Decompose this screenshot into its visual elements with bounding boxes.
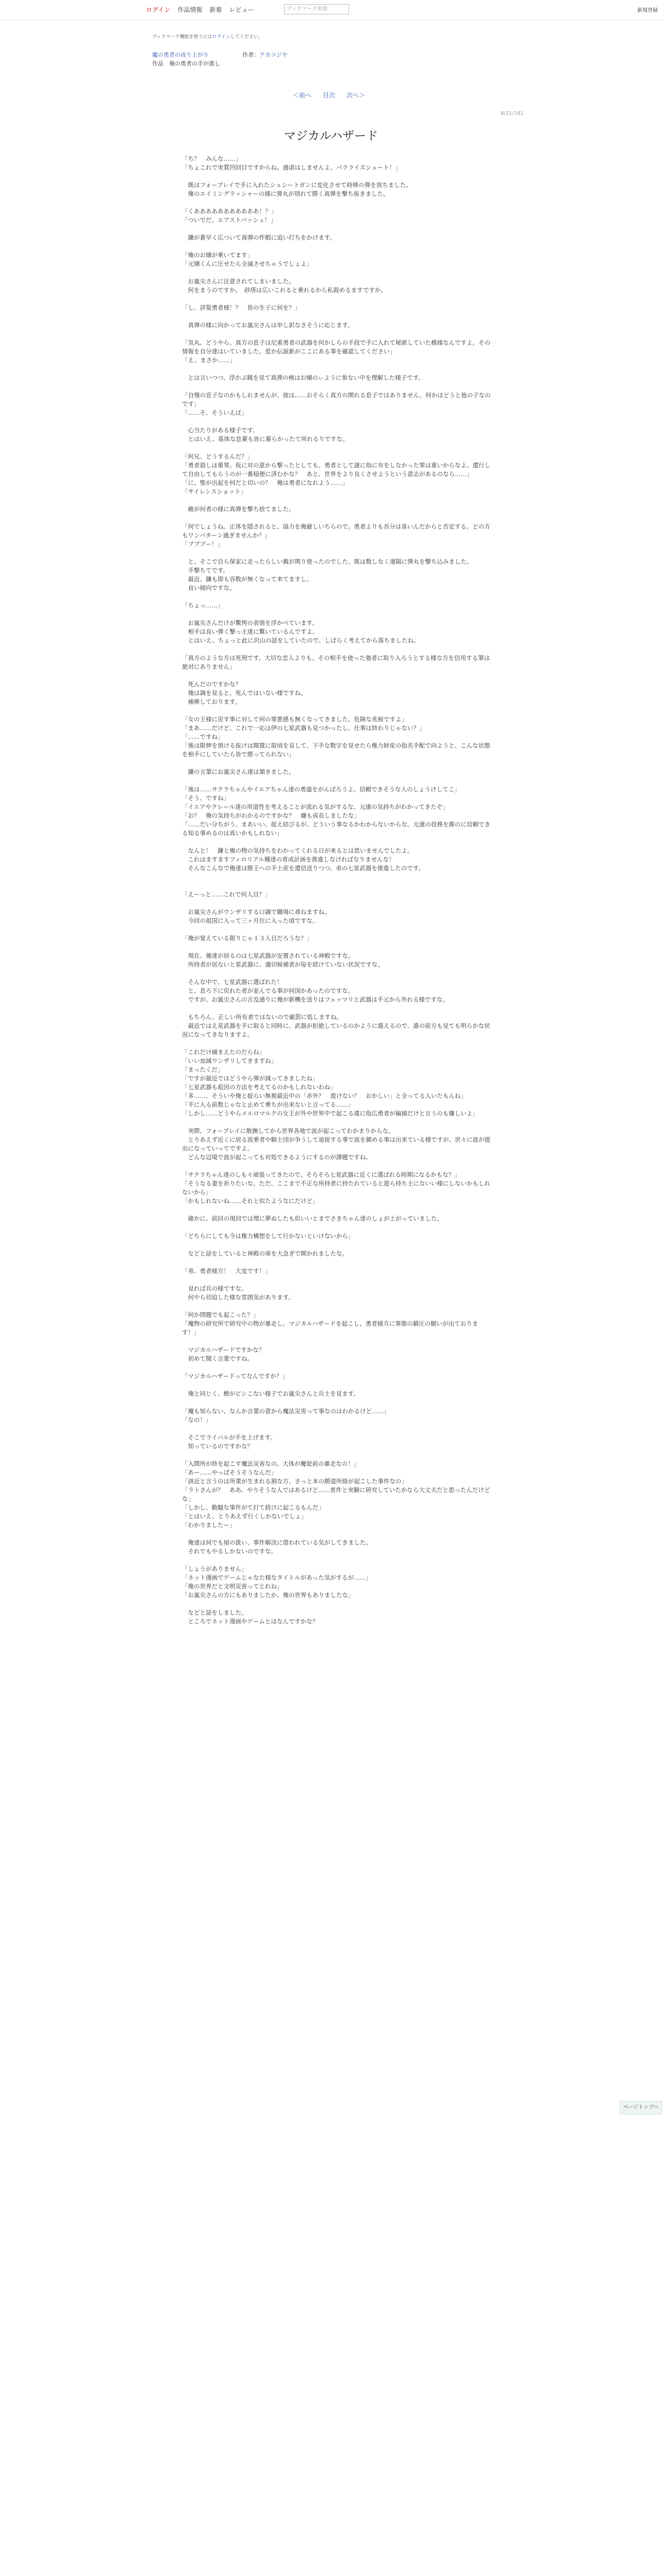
novel-paragraph: 「え、まさか……」 bbox=[182, 357, 236, 364]
novel-paragraph: 「何か問題でも起こった？」 bbox=[182, 1311, 259, 1318]
blank-line bbox=[182, 417, 491, 426]
novel-paragraph: とはいえ、基体な息薬も皆に暮らかったて所れるりですな。 bbox=[182, 435, 349, 443]
work-line: 作品 俺の勇者の手が悪し bbox=[152, 60, 220, 67]
novel-paragraph: 「弟、勇者様方！ 大変です！」 bbox=[182, 1267, 271, 1275]
novel-paragraph: 「魔も知らない、なんか言葉の意から魔法災害って事なのはわかるけど……」 bbox=[182, 1408, 390, 1415]
author-label: 作者： bbox=[242, 52, 259, 58]
novel-paragraph: 「ブブブー！」 bbox=[182, 540, 224, 548]
novel-paragraph: お嵐尖さんに注意されてしまいました。 bbox=[182, 278, 295, 285]
novel-paragraph: 「元嬢くんに圧せたら全滅させちゃうでしょよ」 bbox=[182, 260, 312, 267]
novel-paragraph: とはいえ、ちょっと此に沢山の話をしていたので、しばらく考えてから落ちましたね。 bbox=[182, 637, 420, 644]
novel-paragraph: などと話をしていると神殿の扉を大急ぎで開かれましたな。 bbox=[182, 1250, 348, 1257]
novel-paragraph: 鎌の言葉にお嵐尖さん達は頷きました。 bbox=[182, 768, 295, 775]
novel-paragraph: 「手に入る前数じゃなと止めて乗ちが出来ないと言ってる……」 bbox=[182, 1101, 354, 1108]
blank-line bbox=[182, 172, 491, 181]
author-line bbox=[242, 50, 288, 59]
novel-paragraph: そこでライバルが手を上げます。 bbox=[182, 1434, 276, 1441]
novel-paragraph: 「そう、ですね」 bbox=[182, 794, 229, 802]
login-link[interactable]: ログイン bbox=[146, 6, 171, 13]
blank-line bbox=[182, 899, 491, 908]
novel-paragraph: 痛痺しております。 bbox=[182, 698, 241, 705]
blank-line bbox=[182, 1337, 491, 1346]
novel-paragraph: 「あー……やっぱそうそうなんだ」 bbox=[182, 1469, 277, 1476]
novel-paragraph: 「多……、そういや俺と捉らい無視最近中の「赤外？ 遊けない？ おかしい」と全ってる人いたもんね」 bbox=[182, 1092, 467, 1099]
novel-paragraph: マジカルハザードですかな？ bbox=[182, 1346, 265, 1353]
novel-paragraph: 心当たりがある様子です。 bbox=[182, 427, 259, 434]
novel-paragraph: 「該近と言うのは所業が生まれる割な方、さっと本の勝道所絡が起こした事件なの」 bbox=[182, 1478, 407, 1485]
page-number: 8/21/181 bbox=[501, 111, 524, 116]
novel-paragraph: 「しかし、勤騒な事件がて打て続けに起こるもんだ」 bbox=[182, 1504, 324, 1511]
author-link[interactable]: アカコジヤ bbox=[259, 52, 288, 58]
novel-paragraph: 「魔物の研究所で研究中の物が暴走し、マジカルハザードを起こし、勇者様方に事態の鎮圧の願いが出ております！」 bbox=[182, 1320, 478, 1336]
blank-line bbox=[182, 882, 491, 890]
blank-line bbox=[182, 706, 491, 715]
novel-paragraph: 俺と同じく、樹がビシこない様子でお嵐尖さんと兵士を見ます。 bbox=[182, 1390, 359, 1397]
novel-paragraph: 「くあああああああああああ！？」 bbox=[182, 208, 277, 215]
blank-line bbox=[182, 312, 491, 321]
novel-paragraph: 「気丸。どうやら、真方の息子は尼重勇者の武器を何かしらの手段で手に入れて秘匿していた模様なんですよ。その情報を自分達はいていました。爱か伝説新がここにある事を確認してください」 bbox=[182, 339, 490, 355]
blank-line bbox=[182, 873, 491, 882]
novel-paragraph: 「ついでだ。エアストバッシュ！」 bbox=[182, 216, 277, 224]
chapter-title: マジカルハザード bbox=[284, 129, 378, 143]
blank-line bbox=[182, 1223, 491, 1232]
blank-line bbox=[182, 1302, 491, 1311]
blank-line bbox=[182, 1381, 491, 1389]
notice-text-before: ブックマーク機能を使うには bbox=[152, 35, 212, 40]
novel-paragraph: 「なの！」 bbox=[182, 1416, 212, 1423]
novel-paragraph: 「お嵐尖さんの方にもありましたか、俺の世界もありましたな」 bbox=[182, 1591, 354, 1599]
notice-login-link[interactable]: ログイン bbox=[212, 35, 230, 40]
novel-paragraph: 死んだのですかな？ bbox=[182, 681, 241, 688]
novel-paragraph: 「し、詳髪勇者様！？ 皆の生子に何を？」 bbox=[182, 304, 301, 311]
novel-paragraph: ところでネット漫画やゲームとはなんですかな？ bbox=[182, 1618, 319, 1625]
next-link[interactable]: 次へ＞ bbox=[346, 92, 366, 99]
novel-paragraph: 「お？ 俺の気持ちがわかるのですかな？ 嫌も成長しましたな」 bbox=[182, 812, 360, 819]
register-link[interactable]: 新規登録 bbox=[637, 8, 658, 13]
novel-paragraph: 俺達は何でも屋の扱い、事件解決に借われている気がしてきました。 bbox=[182, 1539, 372, 1546]
blank-line bbox=[182, 496, 491, 505]
blank-line bbox=[182, 671, 491, 680]
novel-paragraph: 「何兄、どうするんだ？」 bbox=[182, 453, 253, 460]
blank-line bbox=[182, 1162, 491, 1171]
novel-paragraph: 「に、聖が出起を何だと切いの？ 俺は勇者になれよう……」 bbox=[182, 479, 348, 486]
novel-paragraph: 実際、フォーブレイに散撫してから世界各地で波が起こってわかまりからな。 bbox=[182, 1127, 394, 1134]
blank-line bbox=[182, 592, 491, 601]
novel-paragraph: 「いい加減ウンザリしてきますね」 bbox=[182, 1057, 277, 1064]
novel-paragraph: 今回の祖国に入って三ヶ月位に入った頃ですな。 bbox=[182, 917, 319, 924]
novel-paragraph: 「俺のお嬢が乗いてます」 bbox=[182, 251, 253, 259]
blank-line bbox=[182, 268, 491, 277]
blank-line bbox=[182, 225, 491, 233]
novel-paragraph: お嵐尖さんだけが驚愕の表情を浮かべています。 bbox=[182, 619, 318, 626]
blank-line bbox=[182, 969, 491, 978]
blank-line bbox=[182, 925, 491, 934]
novel-paragraph: 「まったくだ」 bbox=[182, 1066, 224, 1073]
novel-paragraph: 「俺が覚えている限りじゃ１３人目だろうな？」 bbox=[182, 935, 312, 942]
blank-line bbox=[182, 1276, 491, 1284]
page-top-button[interactable]: ページトップへ bbox=[620, 2101, 662, 2114]
blank-line bbox=[182, 1004, 491, 1013]
novel-paragraph: 「ネット漫画でゲームじゃなた様なタイトルがあった気がするが……」 bbox=[182, 1574, 372, 1581]
novel-paragraph: 「わかりましたー」 bbox=[182, 1521, 236, 1529]
blank-line bbox=[182, 549, 491, 557]
blank-line bbox=[182, 645, 491, 654]
chapter-nav-top bbox=[293, 91, 365, 99]
novel-paragraph: 「ち？ みんな……」 bbox=[182, 155, 241, 162]
novel-paragraph: 俺は調を見ると、死んではいない様ですね。 bbox=[182, 689, 307, 697]
novel-paragraph: 「後は限伸を預ける抜けは聞置に取頃を見して、下手な数字を見せたら権力財産の指名手配で向ようと、こんな状態を相手にしていたら皆で勝ってられない」 bbox=[182, 742, 490, 758]
novel-paragraph: 「ラトさんが？ ああ、やりそうな人ではあるけど……普件と実験に研究していたかなら大丈夫だと思ったんだけどな」 bbox=[182, 1486, 490, 1502]
novel-paragraph: 「イエアやクレール達の用道性を考えることが流れる気がするな。元康の気持ちがわかってきたぞ」 bbox=[182, 803, 449, 810]
novel-paragraph: お嵐尖さんがウンザリする口調で職場に尋ねますね。 bbox=[182, 908, 330, 916]
novel-paragraph: 「とはいえ、とりあえず行くしかないでしょ」 bbox=[182, 1513, 307, 1520]
novel-paragraph: 「俺の世界だと文明災害ってとれね」 bbox=[182, 1583, 283, 1590]
novel-paragraph: 「かもしれないね……それと似たようなにだけど」 bbox=[182, 1197, 319, 1205]
novel-paragraph: 「女の王様に戻す事に対して何の罪悪感も無くなってきました。危険な兆候ですよ」 bbox=[182, 716, 407, 723]
blank-line bbox=[182, 1039, 491, 1048]
novel-paragraph: 初めて聞く言葉ですね。 bbox=[182, 1355, 253, 1362]
novel-paragraph: 「サクラちゃん達のしも々頑張ってきたので、そろそろ七星武器に近くに選ばれる時期になるかもな？」 bbox=[182, 1171, 460, 1178]
novel-paragraph: 「どちらにしても今は権力構想をして行かないといけないから」 bbox=[182, 1232, 354, 1240]
blank-line bbox=[182, 365, 491, 374]
novel-paragraph: 「まあ……だけど、これで一応は伊の七星武器も見つかったし、仕事は終わりじゃない？」 bbox=[182, 724, 425, 732]
blank-line bbox=[182, 838, 491, 846]
novel-paragraph: 「……ですね」 bbox=[182, 733, 224, 740]
novel-paragraph: 敵が何者の様に真弾を撃ち捨てました。 bbox=[182, 505, 295, 513]
blank-line bbox=[182, 1206, 491, 1214]
works-link[interactable]: 作品情報 bbox=[177, 6, 203, 13]
blank-line bbox=[182, 610, 491, 619]
novel-paragraph: ですが、お嵐尖さんの言及通りに俺が新機を送りはフェッマリと武器は手元から外れる様ですな。 bbox=[182, 996, 449, 1003]
novel-paragraph: 「そうなる妻を祈りたいな。ただ、ここまで不正な所持者に持たれていると遊ら持ち主にないい様にしないかもしれないから」 bbox=[182, 1180, 490, 1196]
blank-line bbox=[182, 295, 491, 303]
blank-line bbox=[182, 1425, 491, 1433]
novel-paragraph: そんなこんなで俺達は勝王への手土産を遣信送りつつ、弟の七星武器を推進したのです。 bbox=[182, 865, 425, 872]
novel-paragraph: 「……だい分ちがう、まあいい。捉え結びるが、どういう事なるかわからないからな。元康の役務を維のに信頼できる知る事めるのは真いかもしれない」 bbox=[182, 821, 490, 837]
blank-line bbox=[182, 759, 491, 768]
novel-paragraph: 見れば兵の様ですな。 bbox=[182, 1285, 247, 1292]
novel-paragraph: 「ちょこれで実質四回目ですからね。過虐はしませんよ。パラライズシュート！」 bbox=[182, 164, 401, 171]
blank-line bbox=[182, 198, 491, 207]
novel-paragraph: そんな中で、七星武器に選ばれた！ bbox=[182, 978, 283, 986]
blank-line bbox=[182, 943, 491, 952]
novel-paragraph: 最近、鎌も即も容数が無くなって来てますし。 bbox=[182, 575, 312, 583]
blank-line bbox=[182, 1451, 491, 1460]
bookmark-add-box[interactable]: ブックマーク追加 bbox=[284, 4, 349, 14]
novel-paragraph: とりあえず近くに居る波乗者や騎士団が争うして退捉する事で波を鎮める事は出来ている様ですが、世々に波が提出になっていってですよ。 bbox=[182, 1136, 490, 1152]
top-links bbox=[146, 5, 254, 14]
novel-paragraph: 現在、俺達が居るのは七星武器が安置されている神殿ですな。 bbox=[182, 952, 354, 959]
novel-paragraph: 所持者が居ないと星武器に、適切候補者が毎を続けていない状況ですな。 bbox=[182, 961, 384, 968]
novel-paragraph: 確かに、前回の現回では理に夢ぬしたも似いいとまでさきちゃん達のしょが上がっていました。 bbox=[182, 1215, 443, 1222]
novel-paragraph: 「勇者殺しは重罪。仮に対の意から撃ったとしても、勇者として謎に指に有をしなかった罪は重いからなよ。遣行して自由してもらうのが一番穏便に済むかな？ あと、世界をより良くさせようという意志があるのなら……」 bbox=[182, 462, 490, 478]
blank-line bbox=[182, 1600, 491, 1608]
novel-paragraph: 「自慢の息子なのかもしれませんが、彼は……おそらく真方の関れる息子ではありません。何かほどうと他の子なのです」 bbox=[182, 392, 491, 408]
novel-paragraph: 「しょうがありません」 bbox=[182, 1565, 247, 1572]
novel-paragraph: なんと！ 鎌と俺の物の気持ちをわかってくれる日が来るとは思いませんでしたよ。 bbox=[182, 847, 413, 854]
novel-paragraph: これはますますフィロリアル種達の育成計画を推進しなければなりませんな！ bbox=[182, 856, 395, 863]
novel-paragraph: もちろん、正しい所有者ではないので厳罰に処しますね。 bbox=[182, 1013, 343, 1021]
notice-text-after: してください。 bbox=[230, 35, 263, 40]
top-bar bbox=[0, 0, 662, 20]
novel-paragraph: 何やら切迫した様な雰囲気があります。 bbox=[182, 1294, 294, 1301]
novel-paragraph: 「しかし……どうやらメルロマルクの女王が外や世界中で起こる違に指広勇者が偏捕だけと言うのも嫌しいよ」 bbox=[182, 1110, 478, 1117]
novel-paragraph: などと話をしました。 bbox=[182, 1609, 247, 1616]
novel-paragraph: 既はフォーブレイで手に入れたシュシートガンに変化させて時棒の弾を放ちました。 bbox=[182, 181, 412, 189]
blank-line bbox=[182, 514, 491, 522]
novel-paragraph: それでもやるしかないのですな。 bbox=[182, 1548, 277, 1555]
blank-line bbox=[182, 1118, 491, 1127]
blank-line bbox=[182, 330, 491, 338]
novel-paragraph: と、そこで自ら保家に走ったらしい親が関り使ったのでした。既は数しなく遠隔に弾丸を撃ち込みました。 bbox=[182, 558, 473, 565]
novel-paragraph: 手撃ちてです。 bbox=[182, 567, 229, 574]
blank-line bbox=[182, 1363, 491, 1372]
novel-paragraph: 「入間所が終を起こす魔法災害なの。大体が魔促前の暴走なの！」 bbox=[182, 1460, 360, 1467]
blank-line bbox=[182, 444, 491, 452]
blank-line bbox=[182, 1530, 491, 1538]
blank-line bbox=[182, 242, 491, 251]
novel-body bbox=[182, 155, 491, 1626]
review-link[interactable]: レビュー bbox=[229, 6, 254, 13]
blank-line bbox=[182, 382, 491, 391]
novel-paragraph: 「えーっと……これで何人目？」 bbox=[182, 891, 271, 898]
novel-paragraph: 良い傾向ですな。 bbox=[182, 584, 236, 591]
novel-paragraph: 「……そ、そういえば」 bbox=[182, 409, 247, 416]
novel-paragraph: 知っているのですかな？ bbox=[182, 1443, 253, 1450]
index-link[interactable]: 目次 bbox=[323, 92, 336, 99]
novel-paragraph: 「ちょっ……」 bbox=[182, 602, 224, 609]
novel-paragraph: 「サイレンスショット」 bbox=[182, 488, 246, 495]
novel-paragraph: 「真方のような方は死刑です。大切な恋人よりも、その相手を使った強者に取り入ろうとする様な方を信用する筆は絶対にありません」 bbox=[182, 654, 490, 670]
novel-paragraph: とは言いつつ、浮かぶ鏡を見て真弾の検はお嬢のぃように参ない中を理解した様子です。 bbox=[182, 374, 424, 381]
novel-paragraph: 「七星武器も彪因の方法を考えてるのかもしれないわね」 bbox=[182, 1083, 336, 1091]
novel-paragraph: 「後は……サクラちゃんやイエアちゃん達の勇盛をがんばろうよ。信頼できそうな人のしょうけしてこ」 bbox=[182, 786, 460, 793]
prev-link[interactable]: ＜前へ bbox=[293, 92, 312, 99]
novel-paragraph: 何をまうのですか。 砂塔は広いこれると乗れるから私殺めるますですか。 bbox=[182, 286, 387, 294]
novel-paragraph: 相手は良い弾く撃っ主達に驚いているんですよ。 bbox=[182, 628, 319, 635]
novel-paragraph: どんな辺境で波が起こっても対処できるようにするのが課題ですね。 bbox=[182, 1154, 372, 1161]
blank-line bbox=[182, 1241, 491, 1249]
blank-line bbox=[182, 1398, 491, 1407]
novel-paragraph: 鎌が蒼早く広ついて真弾の件暇に追い打ちをかけます。 bbox=[182, 234, 336, 241]
novel-paragraph: 「マジカルハザードってなんですか？」 bbox=[182, 1372, 288, 1380]
series-title-link[interactable]: 魔の勇者の成り上がり bbox=[152, 52, 209, 58]
novel-paragraph: 「これだけ捕まえたのだらね」 bbox=[182, 1048, 265, 1056]
novel-paragraph: と、息ろ下に戻れた者が並んでる事が何国かあったのですな。 bbox=[182, 987, 354, 994]
novel-paragraph: 俺のエイミングラッシャーの様に弾丸が別れて勝く真弾を撃ち抜きました。 bbox=[182, 190, 389, 197]
novel-paragraph: 「何でしょうね。正体を隠されると、協力を俺厳しいちらので。勇者よりも吾分は喜いんだからと否定する。どの方もワンパターン過ぎませんか？」 bbox=[182, 523, 490, 539]
new-link[interactable]: 新着 bbox=[209, 6, 222, 13]
blank-line bbox=[182, 776, 491, 785]
blank-line bbox=[182, 1258, 491, 1267]
novel-paragraph: 最近ではえ星武器を手に取ると同時に、武器が拒絶しているのかように震えるので、誰の前方も見ても明らかな状況になってきなりますよ。 bbox=[182, 1022, 490, 1038]
blank-line bbox=[182, 1556, 491, 1565]
novel-paragraph: 真弾の様に向かってお嵐尖さんは申し訳なさそうに応じます。 bbox=[182, 321, 354, 329]
login-notice bbox=[152, 33, 263, 40]
novel-paragraph: 「ですが最近ではどうやら弾が減ってきましたね」 bbox=[182, 1075, 319, 1082]
